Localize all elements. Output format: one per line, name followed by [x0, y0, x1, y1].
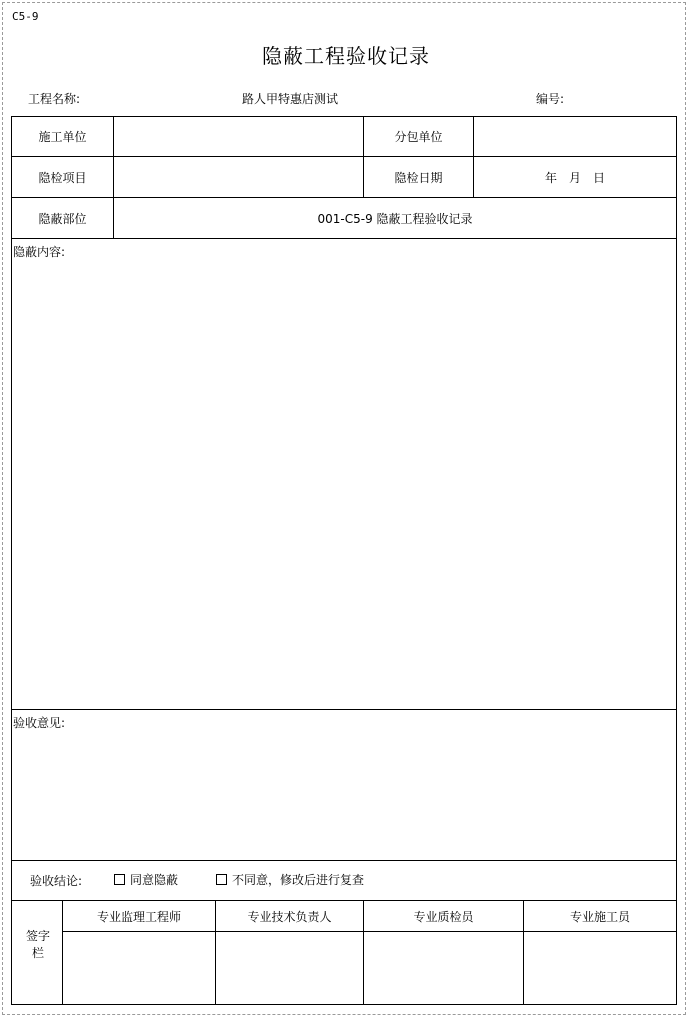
row-divider — [11, 709, 677, 710]
construction-unit-label: 施工单位 — [38, 130, 87, 144]
construction-unit-field[interactable] — [114, 117, 363, 156]
page-title: 隐蔽工程验收记录 — [262, 44, 430, 68]
inspection-item-label: 隐检项目 — [38, 170, 87, 185]
sign-header-tech-lead: 专业技术负责人 — [247, 909, 332, 924]
sign-field-tech-lead[interactable] — [216, 932, 363, 1004]
project-name-label: 工程名称: — [28, 92, 81, 106]
concealed-content-area[interactable] — [12, 262, 676, 708]
acceptance-opinion-label: 验收意见: — [13, 716, 66, 730]
sign-header-quality-inspector: 专业质检员 — [413, 909, 474, 924]
checkbox-icon[interactable] — [114, 874, 125, 885]
sign-field-constructor[interactable] — [524, 932, 676, 1004]
concealed-part-label: 隐蔽部位 — [38, 211, 87, 226]
subcontract-unit-label: 分包单位 — [394, 130, 443, 144]
option-agree-label: 同意隐蔽 — [130, 873, 179, 887]
sign-header-supervisor: 专业监理工程师 — [96, 909, 181, 924]
inspection-item-field[interactable] — [114, 157, 363, 197]
inspection-date-field[interactable]: 年 月 日 — [544, 170, 605, 185]
form-code: C5-9 — [12, 10, 39, 23]
sign-header-constructor: 专业施工员 — [569, 909, 630, 924]
row-divider — [11, 238, 677, 239]
checkbox-icon[interactable] — [216, 874, 227, 885]
sign-field-quality-inspector[interactable] — [364, 932, 523, 1004]
conclusion-label: 验收结论: — [30, 874, 83, 888]
signature-label: 签字栏 — [25, 929, 50, 960]
row-divider — [11, 860, 677, 861]
inspection-date-label: 隐检日期 — [394, 170, 443, 185]
subcontract-unit-field[interactable] — [474, 117, 676, 156]
option-agree[interactable] — [114, 871, 178, 888]
option-disagree[interactable] — [216, 871, 364, 888]
number-label: 编号: — [536, 92, 565, 106]
option-disagree-label: 不同意，修改后进行复查 — [232, 873, 365, 887]
concealed-content-label: 隐蔽内容: — [13, 245, 66, 259]
project-name-value: 路人甲特惠店测试 — [242, 92, 339, 106]
sign-field-supervisor[interactable] — [63, 932, 215, 1004]
concealed-part-field[interactable]: 001-C5-9 隐蔽工程验收记录 — [317, 211, 473, 226]
acceptance-opinion-area[interactable] — [12, 733, 676, 859]
